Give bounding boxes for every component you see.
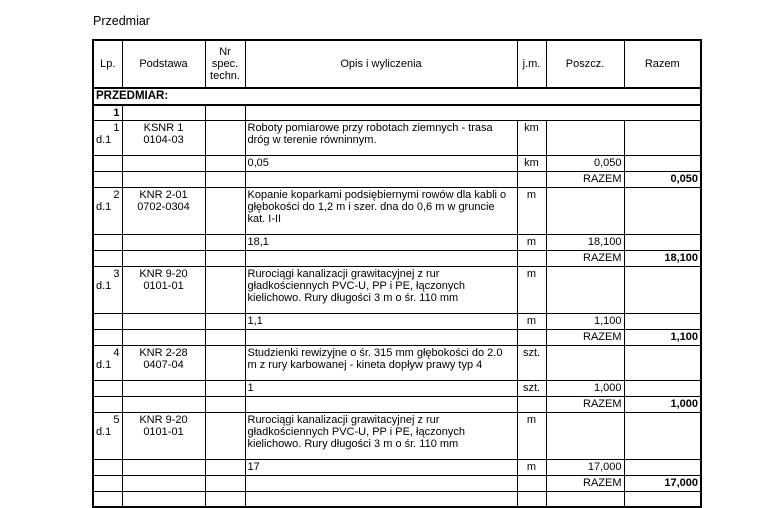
razem-cell <box>624 413 701 460</box>
sum-row <box>93 397 701 413</box>
opis-cell: Kopanie koparkami podsiębiernymi rowów dla kabli o głębokości do 1,2 m i szer. dna do 0,6 m w gruncie kat. I-II <box>245 188 517 235</box>
item-number: 3 <box>113 268 120 280</box>
section-header: PRZEDMIAR: <box>93 88 701 105</box>
podstawa-cell <box>122 314 205 330</box>
razem-total: 0,050 <box>624 172 701 188</box>
podstawa-cell <box>122 105 205 121</box>
calc-value: 0,050 <box>546 156 624 172</box>
calc-value: 18,100 <box>546 235 624 251</box>
poszcz-cell <box>546 188 624 235</box>
podstawa-code: KSNR 1 <box>143 122 184 134</box>
opis-cell <box>245 397 517 413</box>
calc-expression: 0,05 <box>245 156 517 172</box>
jm-cell <box>517 476 546 492</box>
podstawa-cell <box>122 413 205 460</box>
poszcz-cell <box>546 413 624 460</box>
lp-cell <box>93 156 122 172</box>
lp-cell <box>93 267 122 314</box>
podstawa-cell <box>122 330 205 346</box>
jm-cell: m <box>517 413 546 460</box>
razem-cell <box>624 267 701 314</box>
jm-cell <box>517 492 546 508</box>
sum-row <box>93 251 701 267</box>
spec-cell <box>205 235 245 251</box>
jm-cell: szt. <box>517 346 546 381</box>
quantity-row <box>93 381 701 397</box>
podstawa-cell <box>122 460 205 476</box>
lp-cell <box>93 346 122 381</box>
podstawa-code: KNR 9-20 <box>139 268 188 280</box>
calc-unit: km <box>517 156 546 172</box>
group-row <box>93 105 701 121</box>
calc-unit: m <box>517 460 546 476</box>
quantity-row <box>93 314 701 330</box>
page-title: Przedmiar <box>93 14 150 28</box>
item-section-ref: d.1 <box>96 280 112 292</box>
table-header-row <box>93 40 701 88</box>
podstawa-cell <box>122 476 205 492</box>
item-section-ref: d.1 <box>96 426 112 438</box>
item-number: 2 <box>113 189 120 201</box>
podstawa-cell <box>122 251 205 267</box>
podstawa-code: KNR 2-28 <box>139 347 188 359</box>
calc-unit: szt. <box>517 381 546 397</box>
spec-cell <box>205 413 245 460</box>
poszcz-cell <box>546 492 624 508</box>
podstawa-cell <box>122 492 205 508</box>
opis-cell <box>245 476 517 492</box>
jm-cell: km <box>517 121 546 156</box>
document-page <box>92 14 732 508</box>
poszcz-cell <box>546 121 624 156</box>
podstawa-cell <box>122 267 205 314</box>
item-section-ref: d.1 <box>96 359 112 371</box>
razem-cell <box>624 235 701 251</box>
spec-cell <box>205 188 245 235</box>
item-section-ref: d.1 <box>96 201 112 213</box>
lp-cell <box>93 460 122 476</box>
item-row <box>93 267 701 314</box>
razem-total: 1,000 <box>624 397 701 413</box>
opis-cell <box>245 172 517 188</box>
item-row <box>93 188 701 235</box>
spec-cell <box>205 172 245 188</box>
lp-cell <box>93 330 122 346</box>
jm-cell <box>517 397 546 413</box>
col-header-podstawa: Podstawa <box>122 40 205 88</box>
lp-cell <box>93 188 122 235</box>
podstawa-cell <box>122 172 205 188</box>
opis-cell: Rurociągi kanalizacji grawitacyjnej z rur gładkościennych PVC-U, PP i PE, łączonych kielichowo. Rury długości 3 m o śr. 110 mm <box>245 413 517 460</box>
col-header-poszcz: Poszcz. <box>546 40 624 88</box>
spec-cell <box>205 381 245 397</box>
podstawa-subcode: 0101-01 <box>143 426 184 438</box>
spec-cell <box>205 492 245 508</box>
col-header-nr-spec: Nr spec. techn. <box>205 40 245 88</box>
razem-label: RAZEM <box>546 476 624 492</box>
podstawa-cell <box>122 346 205 381</box>
quantity-row <box>93 460 701 476</box>
podstawa-subcode: 0407-04 <box>143 359 184 371</box>
item-number: 4 <box>113 347 120 359</box>
przedmiar-table <box>92 39 702 508</box>
jm-cell <box>517 330 546 346</box>
item-row <box>93 121 701 156</box>
calc-unit: m <box>517 235 546 251</box>
podstawa-cell <box>122 188 205 235</box>
jm-cell <box>517 172 546 188</box>
col-header-lp: Lp. <box>93 40 122 88</box>
podstawa-subcode: 0101-01 <box>143 280 184 292</box>
podstawa-cell <box>122 381 205 397</box>
poszcz-cell <box>546 346 624 381</box>
spec-cell <box>205 460 245 476</box>
poszcz-cell <box>546 267 624 314</box>
lp-cell <box>93 397 122 413</box>
calc-expression: 1 <box>245 381 517 397</box>
calc-expression: 17 <box>245 460 517 476</box>
razem-cell <box>624 460 701 476</box>
podstawa-cell <box>122 397 205 413</box>
lp-cell <box>93 413 122 460</box>
spec-cell <box>205 314 245 330</box>
lp-cell <box>93 251 122 267</box>
sum-row <box>93 172 701 188</box>
lp-cell <box>93 492 122 508</box>
opis-cell <box>245 251 517 267</box>
lp-cell <box>93 235 122 251</box>
item-row <box>93 413 701 460</box>
col-header-opis: Opis i wyliczenia <box>245 40 517 88</box>
opis-cell: Rurociągi kanalizacji grawitacyjnej z rur gładkościennych PVC-U, PP i PE, łączonych kielichowo. Rury długości 3 m o śr. 110 mm <box>245 267 517 314</box>
podstawa-subcode: 0104-03 <box>143 134 184 146</box>
razem-cell <box>624 492 701 508</box>
calc-expression: 1,1 <box>245 314 517 330</box>
col-header-razem: Razem <box>624 40 701 88</box>
spec-cell <box>205 105 245 121</box>
spec-cell <box>205 476 245 492</box>
podstawa-cell <box>122 121 205 156</box>
opis-cell: Studzienki rewizyjne o śr. 315 mm głębokości do 2.0 m z rury karbowanej - kineta dopływ prawy typ 4 <box>245 346 517 381</box>
razem-label: RAZEM <box>546 397 624 413</box>
jm-cell: m <box>517 267 546 314</box>
calc-value: 17,000 <box>546 460 624 476</box>
item-section-ref: d.1 <box>96 134 112 146</box>
item-number: 5 <box>113 414 120 426</box>
opis-cell: Roboty pomiarowe przy robotach ziemnych - trasa dróg w terenie równinnym. <box>245 121 517 156</box>
razem-cell <box>624 381 701 397</box>
spec-cell <box>205 397 245 413</box>
razem-label: RAZEM <box>546 330 624 346</box>
quantity-row <box>93 156 701 172</box>
clipped-row <box>93 492 701 508</box>
razem-cell <box>624 156 701 172</box>
sum-row <box>93 476 701 492</box>
lp-cell <box>93 121 122 156</box>
podstawa-subcode: 0702-0304 <box>137 201 190 213</box>
razem-cell <box>624 346 701 381</box>
opis-cell <box>245 492 517 508</box>
lp-cell <box>93 172 122 188</box>
calc-value: 1,100 <box>546 314 624 330</box>
opis-cell <box>245 330 517 346</box>
podstawa-code: KNR 2-01 <box>139 189 188 201</box>
spec-cell <box>205 330 245 346</box>
podstawa-cell <box>122 156 205 172</box>
lp-cell <box>93 381 122 397</box>
razem-total: 17,000 <box>624 476 701 492</box>
jm-cell <box>517 251 546 267</box>
spec-cell <box>205 121 245 156</box>
item-number: 1 <box>113 122 120 134</box>
spec-cell <box>205 267 245 314</box>
group-span-cell <box>245 105 701 121</box>
lp-cell <box>93 476 122 492</box>
razem-cell <box>624 188 701 235</box>
razem-total: 1,100 <box>624 330 701 346</box>
sum-row <box>93 330 701 346</box>
spec-cell <box>205 251 245 267</box>
group-number-cell: 1 <box>93 105 122 121</box>
col-header-jm: j.m. <box>517 40 546 88</box>
spec-cell <box>205 156 245 172</box>
razem-cell <box>624 314 701 330</box>
podstawa-cell <box>122 235 205 251</box>
calc-expression: 18,1 <box>245 235 517 251</box>
item-row <box>93 346 701 381</box>
razem-label: RAZEM <box>546 251 624 267</box>
podstawa-code: KNR 9-20 <box>139 414 188 426</box>
quantity-row <box>93 235 701 251</box>
spec-cell <box>205 346 245 381</box>
calc-unit: m <box>517 314 546 330</box>
lp-cell <box>93 314 122 330</box>
jm-cell: m <box>517 188 546 235</box>
razem-total: 18,100 <box>624 251 701 267</box>
razem-cell <box>624 121 701 156</box>
section-row <box>93 88 701 105</box>
razem-label: RAZEM <box>546 172 624 188</box>
calc-value: 1,000 <box>546 381 624 397</box>
